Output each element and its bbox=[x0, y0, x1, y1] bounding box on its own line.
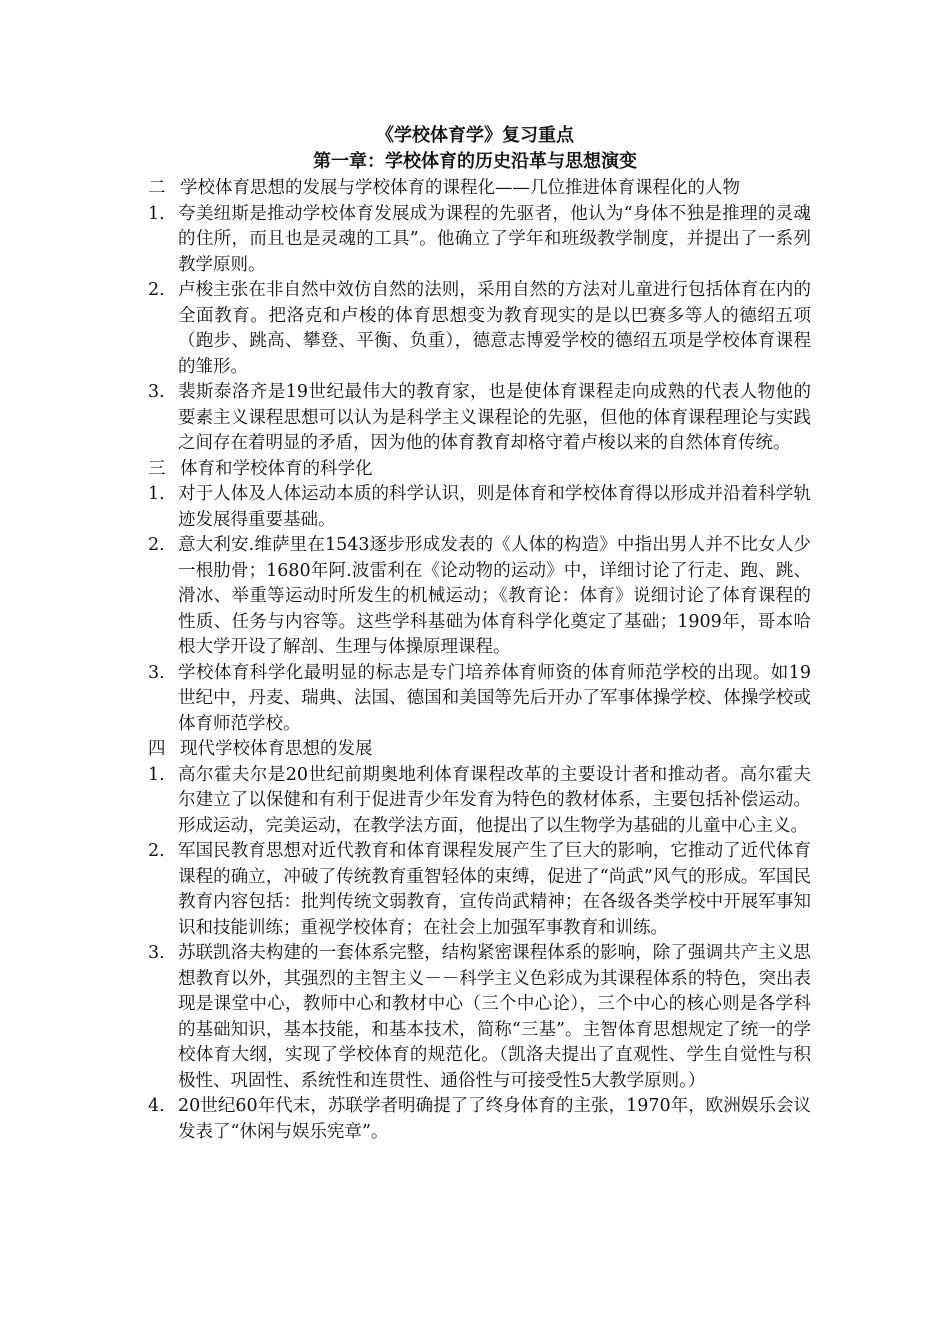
list-item-text: 裴斯泰洛齐是19世纪最伟大的教育家，也是使体育课程走向成熟的代表人物他的要素主义课程思想可以认为是科学主义课程论的先驱，但他的体育课程理论与实践之间存在着明显的矛盾，因为他的体育教育却格守着卢梭以来的自然体育传统。 bbox=[178, 382, 811, 453]
list-item bbox=[148, 533, 811, 661]
list-item bbox=[148, 482, 811, 533]
section-heading bbox=[148, 457, 811, 483]
list-item bbox=[148, 202, 811, 279]
section-heading bbox=[148, 737, 811, 763]
list-item-number: 2. bbox=[148, 841, 165, 861]
section-heading-text: 学校体育思想的发展与学校体育的课程化——几位推进体育课程化的人物 bbox=[180, 178, 740, 198]
list-item-number: 2. bbox=[148, 535, 165, 555]
list-item-number: 3. bbox=[148, 382, 165, 402]
section-number: 二 bbox=[148, 178, 166, 198]
list-item-text: 军国民教育思想对近代教育和体育课程发展产生了巨大的影响，它推动了近代体育课程的确立，冲破了传统教育重智轻体的束缚，促进了“尚武”风气的形成。军国民教育内容包括：批判传统文弱教育，宣传尚武精神；在各级各类学校中开展军事知识和技能训练；重视学校体育；在社会上加强军事教育和训练。 bbox=[178, 841, 811, 938]
list-item bbox=[148, 380, 811, 457]
section-number: 三 bbox=[148, 458, 166, 479]
list-item-number: 3. bbox=[148, 662, 165, 683]
list-item-number: 1. bbox=[148, 203, 165, 224]
document-title: 《学校体育学》复习重点 bbox=[376, 125, 574, 146]
list-item-number: 2. bbox=[148, 280, 165, 300]
list-item-text: 意大利安.维萨里在1543逐步形成发表的《人体的构造》中指出男人并不比女人少一根肋骨；1680年阿.波雷利在《论动物的运动》中，详细讨论了行走、跑、跳、滑冰、举重等运动时所发生的机械运动；《教育论：体育》说细讨论了体育课程的性质、任务与内容等。这些学科基础为体育科学化奠定了基础；1909年，哥本哈根大学开设了解剖、生理与体操原理课程。 bbox=[178, 535, 811, 657]
list-item-text: 高尔霍夫尔是20世纪前期奥地利体育课程改革的主要设计者和推动者。高尔霍夫尔建立了以保健和有利于促进青少年发育为特色的教材体系，主要包括补偿运动。形成运动，完美运动，在教学法方面，他提出了以生物学为基础的儿童中心主义。 bbox=[178, 764, 811, 836]
list-item bbox=[148, 1094, 811, 1145]
section-number: 四 bbox=[148, 739, 166, 759]
list-item-text: 苏联凯洛夫构建的一套体系完整，结构紧密课程体系的影响，除了强调共产主义思想教育以外，其强烈的主智主义－－科学主义色彩成为其课程体系的特色，突出表现是课堂中心，教师中心和教材中心（三个中心论），三个中心的核心则是各学科的基础知识，基本技能，和基本技术，简称“三基”。主智体育思想规定了统一的学校体育大纲，实现了学校体育的规范化。（凯洛夫提出了直观性、学生自觉性与积极性、巩固性、系统性和连贯性、通俗性与可接受性5大教学原则。） bbox=[178, 943, 811, 1091]
list-item-number: 4. bbox=[148, 1096, 165, 1116]
section-heading-text: 体育和学校体育的科学化 bbox=[180, 458, 373, 479]
list-item-text: 20世纪60年代末，苏联学者明确提了了终身体育的主张，1970年，欧洲娱乐会议发表了“休闲与娱乐宪章”。 bbox=[178, 1096, 811, 1142]
list-item bbox=[148, 941, 811, 1094]
list-item-text: 对于人体及人体运动本质的科学认识，则是体育和学校体育得以形成并沿着科学轨迹发展得重要基础。 bbox=[178, 484, 811, 530]
list-item bbox=[148, 661, 811, 738]
list-item-number: 1. bbox=[148, 484, 165, 504]
chapter-title: 第一章：学校体育的历史沿革与思想演变 bbox=[313, 151, 637, 172]
document-body bbox=[148, 176, 811, 1145]
list-item-text: 卢梭主张在非自然中效仿自然的法则，采用自然的方法对儿童进行包括体育在内的全面教育。把洛克和卢梭的体育思想变为教育现实的是以巴赛多等人的德绍五项（跑步、跳高、攀登、平衡、负重），德意志博爱学校的德绍五项是学校体育课程的雏形。 bbox=[178, 280, 811, 377]
list-item-text: 夸美纽斯是推动学校体育发展成为课程的先驱者，他认为“身体不独是推理的灵魂的住所，而且也是灵魂的工具”。他确立了学年和班级教学制度，并提出了一系列教学原则。 bbox=[178, 203, 811, 275]
list-item bbox=[148, 839, 811, 941]
list-item bbox=[148, 763, 811, 840]
list-item bbox=[148, 278, 811, 380]
list-item-number: 3. bbox=[148, 943, 165, 963]
section-heading-text: 现代学校体育思想的发展 bbox=[180, 739, 373, 759]
list-item-number: 1. bbox=[148, 764, 165, 785]
list-item-text: 学校体育科学化最明显的标志是专门培养体育师资的体育师范学校的出现。如19世纪中，丹麦、瑞典、法国、德国和美国等先后开办了军事体操学校、体操学校或体育师范学校。 bbox=[178, 662, 811, 734]
section-heading bbox=[148, 176, 811, 202]
